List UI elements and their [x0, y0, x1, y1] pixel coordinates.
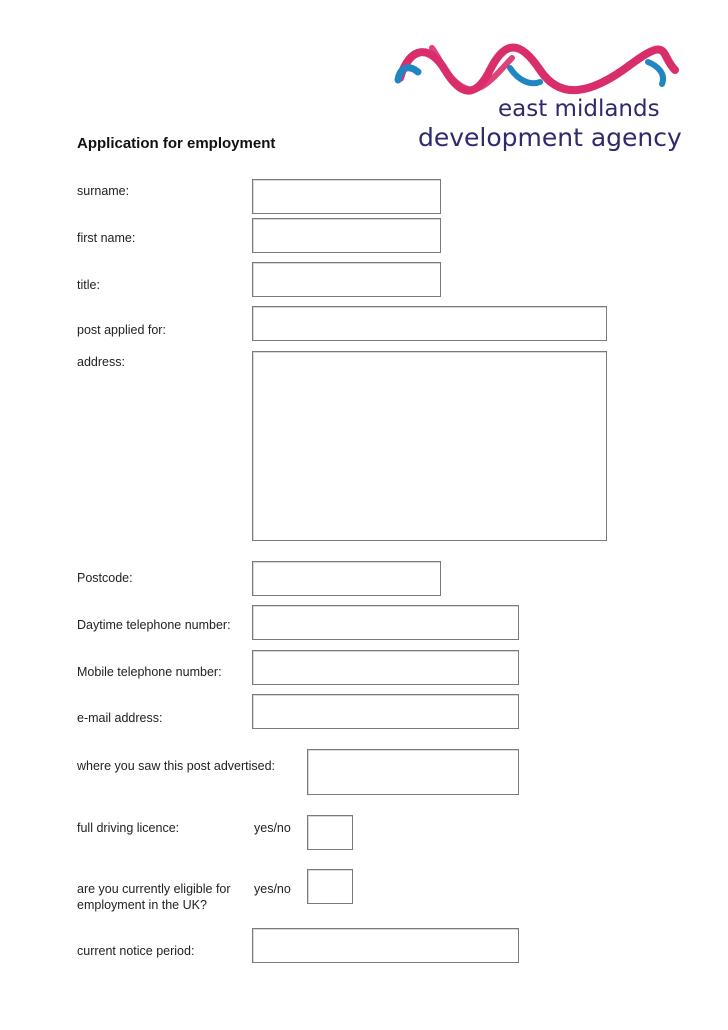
where-advertised-field[interactable] — [307, 749, 519, 795]
email-label: e-mail address: — [77, 711, 163, 725]
eligible-uk-option-text: yes/no — [254, 882, 291, 896]
driving-licence-field[interactable] — [307, 815, 353, 850]
address-field[interactable] — [252, 351, 607, 541]
driving-licence-option-text: yes/no — [254, 821, 291, 835]
title-label: title: — [77, 278, 100, 292]
address-label: address: — [77, 355, 125, 369]
post-applied-label: post applied for: — [77, 323, 166, 337]
first-name-label: first name: — [77, 231, 136, 245]
driving-licence-label: full driving licence: — [77, 821, 180, 835]
postcode-label: Postcode: — [77, 571, 133, 585]
eligible-uk-label-line-1: are you currently eligible for — [77, 882, 231, 896]
first-name-field[interactable] — [252, 218, 441, 253]
mobile-telephone-label: Mobile telephone number: — [77, 665, 222, 679]
eligible-uk-field[interactable] — [307, 869, 353, 904]
post-applied-field[interactable] — [252, 306, 607, 341]
agency-logo — [390, 40, 680, 155]
surname-field[interactable] — [252, 179, 441, 214]
email-field[interactable] — [252, 694, 519, 729]
surname-label: surname: — [77, 184, 130, 198]
logo-line-2: development agency — [418, 123, 682, 152]
daytime-telephone-label: Daytime telephone number: — [77, 618, 231, 632]
mobile-telephone-field[interactable] — [252, 650, 519, 685]
postcode-field[interactable] — [252, 561, 441, 596]
logo-line-1: east midlands — [498, 96, 660, 122]
page-title: Application for employment — [77, 135, 276, 152]
title-field[interactable] — [252, 262, 441, 297]
where-advertised-label: where you saw this post advertised: — [77, 759, 276, 773]
notice-period-field[interactable] — [252, 928, 519, 963]
eligible-uk-label-line-2: employment in the UK? — [77, 898, 207, 912]
daytime-telephone-field[interactable] — [252, 605, 519, 640]
notice-period-label: current notice period: — [77, 944, 195, 958]
